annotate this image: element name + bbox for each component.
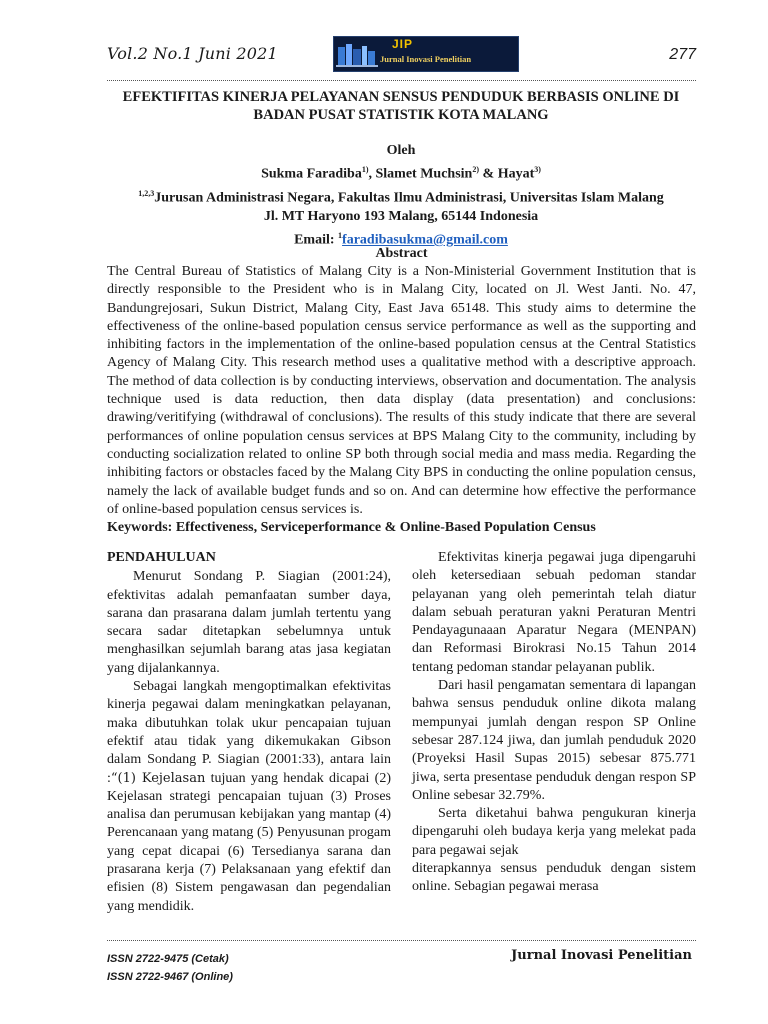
title-line-2: BADAN PUSAT STATISTIK KOTA MALANG [253, 107, 549, 123]
affiliation [100, 184, 702, 208]
left-column [107, 549, 391, 916]
left-paragraph-1: Menurut Sondang P. Siagian (2001:24), efektivitas adalah pemanfaatan sumber daya, sarana dan prasarana dalam jumlah tertentu yang secara sadar ditetapkan sebelumnya untuk menghasilkan sejumlah barang atas jasa kegiatan yang dijalankannya. [107, 569, 391, 676]
email-link[interactable]: faradibasukma@gmail.com [342, 232, 508, 248]
left-paragraph-2a: Sebagai langkah mengoptimalkan efektivitas kinerja pegawai dalam meningkatkan pelayanan, maka dibutuhkan tolak ukur pencapaian tujuan efektif atau tidak yang dikemukakan Gibson dalam Sondang P. Siagian (2001:33), antara lain : [107, 679, 391, 786]
right-paragraph-1: Efektivitas kinerja pegawai juga dipengaruhi oleh ketersediaan sebuah pedoman standar pelayanan yang oleh pemerintah telah diatur dalam sebuah peraturan yakni Peraturan Mentri Pendayagunaaan Aparatur Negara (MENPAN) dan Reformasi Birokrasi No.15 Tahun 2014 tentang pedoman standar pelayanan publik. [412, 550, 696, 675]
abstract-heading: Abstract [375, 246, 428, 261]
oleh-label: Oleh [386, 143, 416, 158]
right-column [412, 549, 696, 897]
author-1: Sukma Faradiba [261, 166, 362, 182]
author-2-sup: 2) [472, 165, 480, 174]
page-number: 277 [669, 46, 696, 63]
paper-title [100, 88, 702, 124]
author-3: Hayat [497, 166, 535, 182]
issn-online: ISSN 2722-9467 (Online) [107, 971, 233, 983]
byline [100, 141, 702, 250]
right-paragraph-3: Serta diketahui bahwa pengukuran kinerja dipengaruhi oleh budaya kerja yang melekat pada para pegawai sejak [412, 806, 696, 858]
abstract-body [107, 263, 696, 537]
abstract-text: The Central Bureau of Statistics of Malang City is a Non-Ministerial Government Institution that is directly responsible to the President who is in Malang City, located on Jl. West Janti. No. 47, Bandungrejosari, Sukun District, Malang City, East Java 65148. This study aims to determine the effectiveness of the online-based population census service performance as well as the supporting and inhibiting factors in the implementation of the online-based population census at the Central Statistics Agency of Malang City. This research method uses a qualitative method with a descriptive approach. The method of data collection is by conducting interviews, observation and documentation. The analysis technique used is data reduction, then data display (data presentation) and conclusions: drawing/veritifying (withdrawal of conclusions). The results of this study indicate that there are several performances of online population census services at BPS Malang City to the community, including by conducting socialization related to online SP both through social media and mass media. Regarding the inhibiting factors or obstacles faced by the Malang City BPS in conducting the online population census, namely the lack of available budget funds and so on. And can determine how effective the performance of online-based population census services is. [107, 264, 696, 517]
section-heading: PENDAHULUAN [107, 550, 216, 565]
logo-acronym: JIP [392, 37, 414, 51]
author-2: Slamet Muchsin [375, 166, 473, 182]
left-paragraph-2c: tujuan yang hendak dicapai (2) Kejelasan strategi pencapaian tujuan (3) Proses analisa dan perumusan kebijakan yang mantap (4) Perencanaan yang matang (5) Penyusunan progam yang cepat dicapai (6) Tersedianya sarana dan prasarana kerja (7) Pelaksanaan yang efektif dan efisien (8) Sistem pengawasan dan pegendalian yang mendidik. [107, 770, 391, 914]
author-list: Sukma Faradiba$^{1)}$, Slamet Muchsin$^{2)}$ & Hayat$^{3)}$ [261, 165, 541, 182]
quote-start: “(1) Kejelasan [110, 770, 206, 786]
journal-logo [333, 36, 519, 72]
books-icon [336, 41, 378, 67]
left-paragraph-2 [107, 678, 391, 916]
volume-label: Vol.2 No.1 Juni 2021 [107, 44, 278, 63]
title-line-1: EFEKTIFITAS KINERJA PELAYANAN SENSUS PENDUDUK BERBASIS ONLINE DI [122, 89, 680, 105]
affiliation-sup: 1,2,3 [138, 188, 155, 198]
issn-print: ISSN 2722-9475 (Cetak) [107, 953, 229, 965]
author-3-sup: 3) [534, 165, 541, 174]
footer-journal-name: Jurnal Inovasi Penelitian [511, 948, 692, 963]
logo-subtitle: Jurnal Inovasi Penelitian [380, 54, 472, 64]
header-divider [107, 80, 696, 81]
right-paragraph-2: Dari hasil pengamatan sementara di lapangan bahwa sensus penduduk online dikota malang mempunyai jumlah dengan respon SP Online sebesar 287.124 jiwa, dan jumlah penduduk 2020 (Proyeksi Hasil Supas 2015) sebesar 875.771 jiwa, serta presentase penduduk dengan respon SP Online sebesar 32.79%. [412, 678, 696, 803]
address: Jl. MT Haryono 193 Malang, 65144 Indonesia [263, 209, 539, 225]
page-header [107, 36, 696, 76]
affiliation-text: Jurusan Administrasi Negara, Fakultas Ilmu Administrasi, Universitas Islam Malang [154, 190, 664, 206]
right-paragraph-4: diterapkannya sensus penduduk dengan sistem online. Sebagian pegawai merasa [412, 861, 696, 895]
keywords: Keywords: Effectiveness, Serviceperformance & Online-Based Population Census [107, 520, 596, 536]
footer-divider [107, 940, 696, 941]
email-label: Email: [294, 232, 339, 248]
footer-issn [107, 950, 233, 986]
email-sup: 1 [338, 231, 343, 241]
author-1-sup: 1) [361, 165, 369, 174]
